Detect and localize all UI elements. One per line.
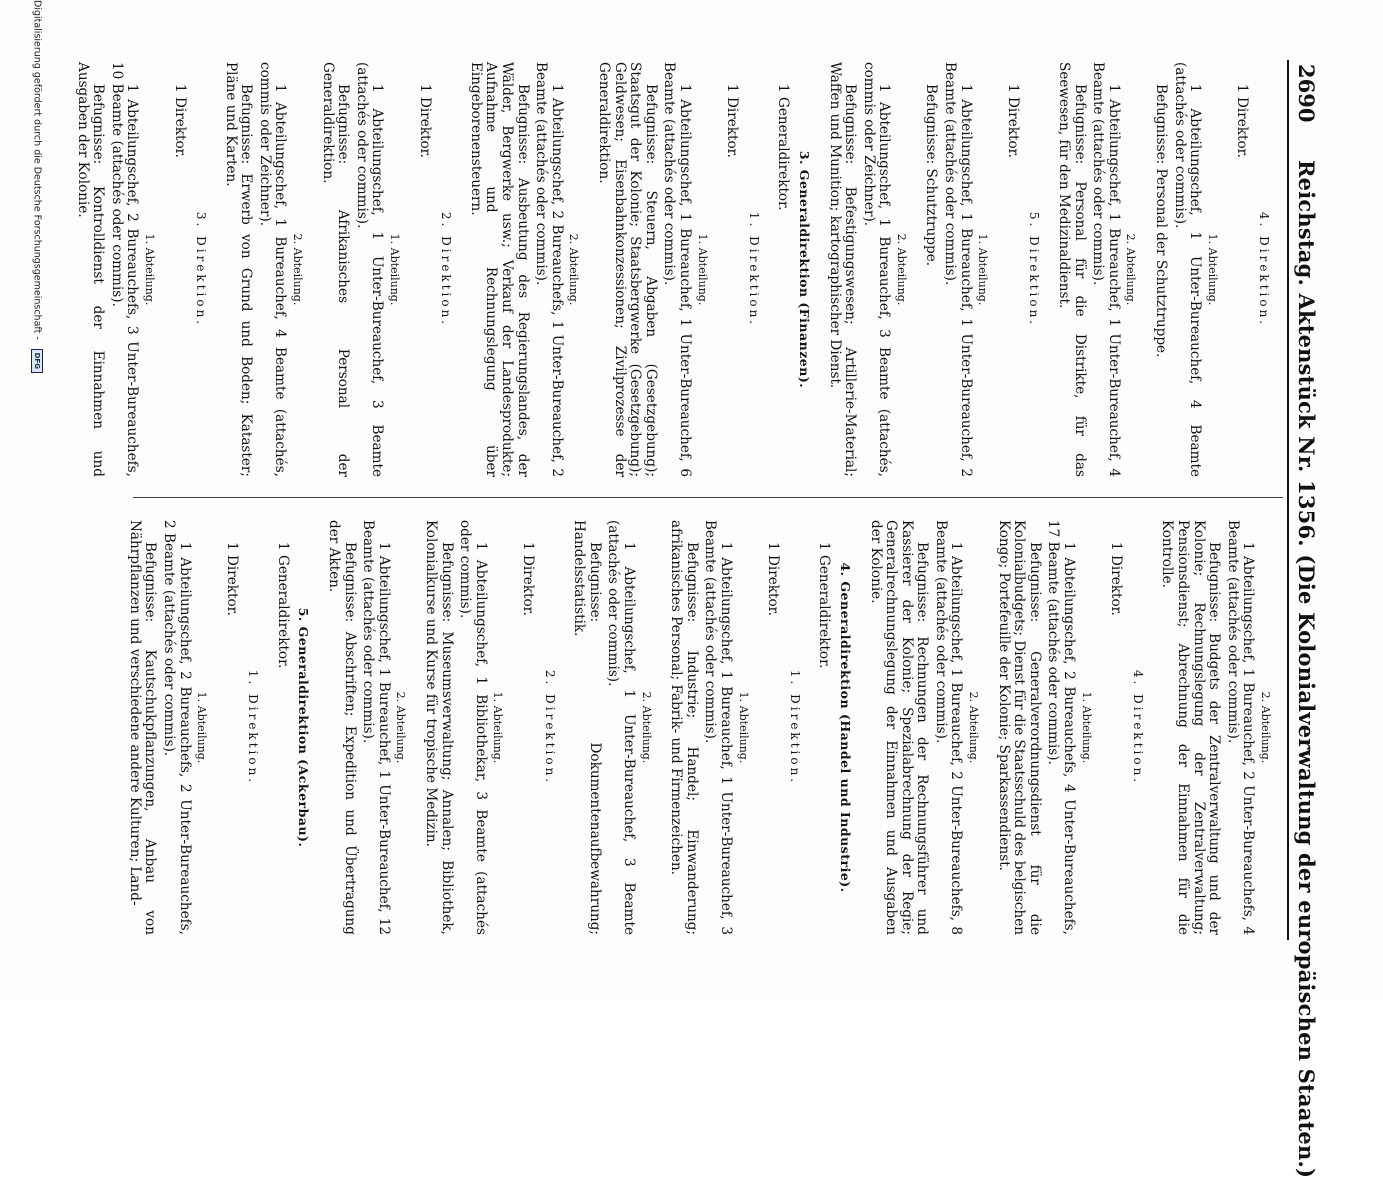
section-block bbox=[1152, 62, 1219, 477]
subsection-heading: 1. Abteilung. bbox=[142, 233, 156, 306]
right-column bbox=[112, 520, 1275, 935]
page-header bbox=[1287, 60, 1323, 1178]
subsection-heading: 2. Abteilung. bbox=[967, 691, 981, 764]
paragraph: Befugnisse: Kautschukpflanzungen, Anbau von Nährpflanzen und verschiedene andere Kulturen; Land- bbox=[126, 520, 159, 935]
section-block bbox=[595, 62, 709, 477]
paragraph: Befugnisse: Erwerb von Grund und Boden; Kataster; Pläne und Karten. bbox=[222, 62, 255, 477]
section-block bbox=[724, 62, 761, 477]
subsection-heading: 2. Abteilung. bbox=[894, 233, 908, 306]
paragraph: 1 Generaldirektor. bbox=[816, 542, 833, 669]
section-heading: 3. Direktion. bbox=[194, 211, 209, 328]
paragraph: 1 Abteilungschef, 1 Bureauchef, 4 Beamte (attachés, commis oder Zeichner). bbox=[256, 62, 289, 477]
paragraph: Befugnisse: Afrikanisches Personal der Generaldirektion. bbox=[319, 62, 352, 477]
section-block bbox=[519, 520, 556, 935]
paragraph: 1 Abteilungschef, 1 Bureauchef, 3 Beamte (attachés, commis oder Zeichner). bbox=[860, 62, 893, 477]
section-block bbox=[171, 62, 208, 477]
section-heading: 2. Direktion. bbox=[542, 669, 557, 786]
paragraph: 1 Abteilungschef, 1 Bureauchef, 1 Unter-Bureauchef, 6 Beamte (attachés oder commis). bbox=[661, 62, 693, 477]
footer-credit: Digitalisierung gefördert durch die Deutsche Forschungsgemeinschaft - bbox=[31, 0, 43, 340]
paragraph: 1 Generaldirektor. bbox=[274, 542, 291, 669]
subsection-heading: 2. Abteilung. bbox=[291, 233, 305, 306]
paragraph: Befugnisse: Personal der Schutztruppe. bbox=[1153, 84, 1170, 358]
section-heading: 1. Direktion. bbox=[746, 211, 761, 328]
dfg-logo: DFG bbox=[31, 349, 43, 373]
section-block bbox=[775, 62, 812, 477]
section-block bbox=[416, 62, 453, 477]
section-block bbox=[765, 520, 802, 935]
paragraph: 1 Direktor. bbox=[416, 84, 433, 158]
paragraph: 1 Abteilungschef, 1 Bureauchef, 2 Unter-Bureauchefs, 4 Beamte (attachés oder commis). bbox=[1224, 520, 1257, 935]
section-block bbox=[816, 520, 853, 935]
section-block bbox=[1108, 520, 1145, 935]
subsection-heading: 1. Abteilung. bbox=[695, 233, 709, 306]
column-divider bbox=[133, 497, 1283, 498]
paragraph: 1 Direktor. bbox=[1108, 542, 1125, 616]
paragraph: Befugnisse: Kontrolldienst der Einnahmen und Ausgaben der Kolonie. bbox=[74, 62, 107, 477]
page-footer bbox=[31, 0, 43, 1000]
paragraph: 1 Generaldirektor. bbox=[775, 84, 792, 211]
subsection-heading: 2. Abteilung. bbox=[567, 233, 581, 306]
subsection-heading: 1. Abteilung. bbox=[1205, 233, 1219, 306]
section-heading: 1. Direktion. bbox=[787, 669, 802, 786]
subsection-heading: 2. Abteilung. bbox=[1124, 233, 1138, 306]
paragraph: Befugnisse: Abschriften; Expedition und Übertragung der Akten. bbox=[326, 520, 358, 935]
subsection-heading: 2. Abteilung. bbox=[1259, 691, 1272, 764]
section-block bbox=[422, 520, 505, 935]
paragraph: Befugnisse: Steuern, Abgaben (Gesetzgebung); Staatsgut der Kolonie; Staatsbergwerke (Gesetzgebung); Geldwesen; Eisenbahnkonzessionen; Zivilprozesse der Generaldirektion. bbox=[596, 62, 659, 477]
section-block bbox=[1234, 62, 1271, 477]
section-block bbox=[74, 62, 157, 477]
section-heading: 5. Direktion. bbox=[1027, 211, 1042, 328]
paragraph: Befugnisse: Befestigungswesen; Artillerie-Material; Waffen und Munition; kartographischer Dienst. bbox=[826, 62, 859, 477]
paragraph: 1 Direktor. bbox=[765, 542, 782, 616]
paragraph: 1 Abteilungschef, 1 Unter-Bureauchef, 4 Beamte (attachés oder commis). bbox=[1171, 62, 1204, 477]
section-block bbox=[826, 62, 909, 477]
subsection-heading: 2. Abteilung. bbox=[394, 691, 408, 764]
page-number: 2690 bbox=[1294, 64, 1319, 123]
paragraph: 1 Abteilungschef, 2 Bureauchefs, 3 Unter-Bureauchefs, 10 Beamte (attachés oder commis). bbox=[108, 62, 141, 477]
subsection-heading: 1. Abteilung. bbox=[1079, 691, 1093, 764]
section-block bbox=[126, 520, 209, 935]
section-heading: 2. Direktion. bbox=[439, 211, 454, 328]
paragraph: Befugnisse: Museumsverwaltung; Annalen; Bibliothek, Kolonialkurse und Kurse für tropische Medizin. bbox=[423, 520, 455, 935]
paragraph: Befugnisse: Dokumentenaufbewahrung; Handelsstatistik. bbox=[571, 520, 603, 935]
section-heading: 4. Direktion. bbox=[1130, 669, 1145, 786]
paragraph: Befugnisse: Rechnungen der Rechnungsführer und Kassierer der Kolonie; Spezialabrechnung der Regie; Generalrechnungslegung der Einnahmen und Ausgaben der Kolonie. bbox=[867, 520, 931, 935]
paragraph: Befugnisse: Schutztruppe. bbox=[923, 84, 940, 267]
paragraph: 1 Direktor. bbox=[223, 542, 240, 616]
paragraph: 1 Direktor. bbox=[1004, 84, 1021, 158]
section-block bbox=[1055, 62, 1138, 477]
paragraph: 1 Direktor. bbox=[171, 84, 188, 158]
subsection-heading: 1. Abteilung. bbox=[736, 691, 750, 764]
paragraph: 1 Abteilungschef, 1 Bibliothekar, 3 Beamte (attachés oder commis). bbox=[457, 520, 489, 935]
paragraph: 1 Abteilungschef, 2 Bureauchefs, 2 Unter-Bureauchefs, 2 Beamte (attachés oder commis). bbox=[160, 520, 193, 935]
paragraph: Befugnisse: Personal für die Distrikte, für das Seewesen, für den Medizinaldienst. bbox=[1056, 62, 1088, 477]
paragraph: 1 Abteilungschef, 1 Unter-Bureauchef, 3 Beamte (attachés oder commis). bbox=[605, 520, 637, 935]
section-block bbox=[1159, 520, 1273, 935]
paragraph: 1 Abteilungschef, 1 Unter-Bureauchef, 3 Beamte (attachés oder commis). bbox=[353, 62, 386, 477]
subsection-heading: 1. Abteilung. bbox=[388, 233, 402, 306]
paragraph: Befugnisse: Budgets der Zentralverwaltung und der Kolonie; Rechnungslegung der Zentralverwaltung; Pensionsdienst; Abrechnung der Einnahmen für die Kontrolle. bbox=[1159, 520, 1223, 935]
section-block bbox=[222, 62, 305, 477]
section-block bbox=[1004, 62, 1041, 477]
subsection-heading: 1. Abteilung. bbox=[195, 691, 209, 764]
section-block bbox=[467, 62, 581, 477]
paragraph: Befugnisse: Industrie; Handel; Einwanderung; afrikanisches Personal; Fabrik- und Firmenzeichen. bbox=[668, 520, 700, 935]
section-block bbox=[867, 520, 981, 935]
paragraph: 1 Abteilungschef, 1 Bureauchef, 1 Unter-Bureauchef, 3 Beamte (attachés oder commis). bbox=[702, 520, 734, 935]
section-block bbox=[995, 520, 1094, 935]
section-block bbox=[668, 520, 751, 935]
section-block bbox=[923, 62, 990, 477]
subsection-heading: 1. Abteilung. bbox=[976, 233, 990, 306]
page-title: Reichstag. Aktenstück Nr. 1356. (Die Kolonialverwaltung der europäischen Staaten.) bbox=[1294, 160, 1319, 1178]
paragraph: Befugnisse: Generalverordnungsdienst für die Kolonialbudgets; Dienst für die Staatsschuld des belgischen Kongo; Portefeuille der Kolonie; Sparkassendienst. bbox=[995, 520, 1043, 935]
paragraph: 1 Abteilungschef, 1 Bureauchef, 1 Unter-Bureauchef, 4 Beamte (attachés oder commis). bbox=[1090, 62, 1122, 477]
paragraph: 1 Direktor. bbox=[724, 84, 741, 158]
section-heading: 1. Direktion. bbox=[246, 669, 261, 786]
paragraph: Befugnisse: Ausbeutung des Regierungslandes, der Wälder, Bergwerke usw.; Verkauf der Landesprodukte; Aufnahme und Rechnungslegung über Eingeborenensteuern. bbox=[467, 62, 531, 477]
paragraph: 1 Abteilungschef, 1 Bureauchef, 1 Unter-Bureauchef, 12 Beamte (attachés oder commis). bbox=[360, 520, 392, 935]
section-heading: 4. Direktion. bbox=[1257, 211, 1271, 328]
paragraph: 1 Abteilungschef, 1 Bureauchef, 1 Unter-Bureauchef, 2 Beamte (attachés oder commis). bbox=[942, 62, 974, 477]
section-block bbox=[223, 520, 260, 935]
paragraph: 1 Direktor. bbox=[520, 542, 537, 616]
section-block bbox=[319, 62, 402, 477]
section-block bbox=[274, 520, 311, 935]
paragraph: 1 Abteilungschef, 2 Bureauchefs, 1 Unter-Bureauchef, 2 Beamte (attachés oder commis). bbox=[533, 62, 565, 477]
section-block bbox=[571, 520, 654, 935]
paragraph: 1 Direktor. bbox=[1234, 84, 1251, 158]
section-block bbox=[326, 520, 409, 935]
paragraph: 1 Abteilungschef, 1 Bureauchef, 2 Unter-Bureauchefs, 8 Beamte (attachés oder commis). bbox=[932, 520, 965, 935]
left-column bbox=[60, 62, 1275, 477]
section-heading: 4. Generaldirektion (Handel und Industrie). bbox=[837, 562, 853, 893]
subsection-heading: 1. Abteilung. bbox=[491, 691, 505, 764]
section-heading: 3. Generaldirektion (Finanzen). bbox=[796, 150, 812, 389]
section-heading: 5. Generaldirektion (Ackerbau). bbox=[296, 607, 312, 848]
paragraph: 1 Abteilungschef, 2 Bureauchefs, 4 Unter-Bureauchefs, 17 Beamte (attachés oder commis). bbox=[1045, 520, 1078, 935]
subsection-heading: 2. Abteilung. bbox=[639, 691, 653, 764]
